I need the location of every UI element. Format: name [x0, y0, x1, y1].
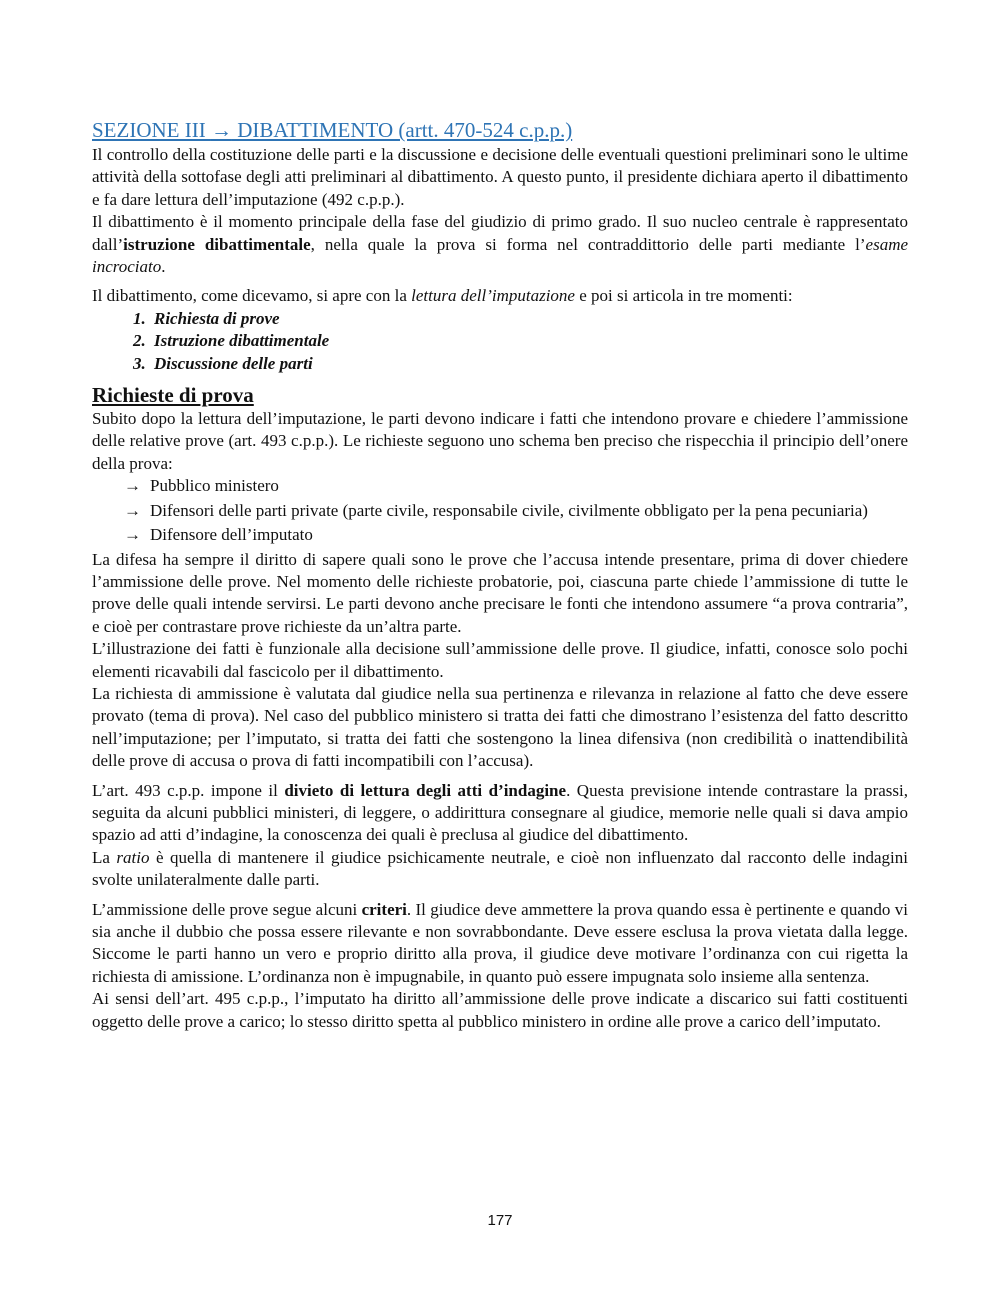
order-list — [92, 475, 908, 546]
list-item: → Difensori delle parti private (parte civile, responsabile civile, civilmente obbligato per la pena pecuniaria) — [124, 500, 908, 522]
list-item: → Difensore dell’imputato — [124, 524, 908, 546]
italic-term: lettura dell’imputazione — [411, 286, 575, 306]
bold-term: criteri — [361, 899, 407, 919]
list-item: 2. Istruzione dibattimentale — [150, 330, 908, 352]
paragraph-11: Ai sensi dell’art. 495 c.p.p., l’imputato ha diritto all’ammissione delle prove indicate a discarico sui fatti costituenti oggetto delle prove a carico; lo stesso diritto spetta al pubblico ministero in ordine alle prove a carico dell’imputato. — [92, 989, 908, 1031]
bold-term: divieto di lettura degli atti d’indagine — [284, 780, 567, 800]
section-title-prefix: SEZIONE III — [92, 118, 211, 142]
list-item: → Pubblico ministero — [124, 475, 908, 497]
section-title[interactable] — [92, 117, 908, 143]
paragraph-8: L’art. 493 c.p.p. impone il divieto di lettura degli atti d’indagine. Questa previsione intende contrastare la prassi, seguita da alcuni pubblici ministeri, di leggere, o addirittura consegnare al giudice, memorie nelle quali si dava ampio spazio ad atti d’indagine, la conoscenza dei quali è preclusa al giudice del dibattimento. — [92, 780, 908, 845]
italic-term: esame incrociato — [92, 234, 909, 277]
paragraph-10: L’ammissione delle prove segue alcuni criteri. Il giudice deve ammettere la prova quando essa è pertinente e quando vi sia anche il dubbio che possa essere rilevante e non sovrabbondante. Deve essere esclusa la prova vietata dalla legge. Siccome le parti hanno un vero e proprio diritto alla prova, il giudice deve motivare l’ordinanza con cui rigetta la richiesta di amissione. L’ordinanza non è impugnabile, in quanto può essere impugnata solo insieme alla sentenza. — [92, 899, 908, 986]
paragraph-6: L’illustrazione dei fatti è funzionale alla decisione sull’ammissione delle prove. Il giudice, infatti, conosce solo pochi elementi ricavabili dal fascicolo per il dibattimento. — [92, 639, 908, 681]
right-arrow-icon: → — [124, 525, 141, 545]
page-number: 177 — [487, 1212, 513, 1229]
paragraph-5: La difesa ha sempre il diritto di sapere quali sono le prove che l’accusa intende presentare, prima di dover chiedere l’ammissione delle prove. Nel momento delle richieste probatorie, poi, ciascuna parte chiede l’ammissione di tutte le prove delle quali intende servirsi. Le parti devono anche precisare le fonti che intendono assumere “a prova contraria”, e cioè per contrastare prove richieste da un’altra parte. — [92, 549, 908, 636]
section-title-suffix: DIBATTIMENTO (artt. 470-524 c.p.p.) — [231, 118, 573, 142]
paragraph-4: Subito dopo la lettura dell’imputazione, le parti devono indicare i fatti che intendono provare e chiedere l’ammissione delle relative prove (art. 493 c.p.p.). Le richieste seguono uno schema ben preciso che rispecchia il principio dell’onere della prova: — [92, 409, 908, 473]
paragraph-9: La ratio è quella di mantenere il giudice psichicamente neutrale, e cioè non influenzato dal racconto delle indagini svolte unilateralmente dalle parti. — [92, 847, 908, 890]
list-item: 1. Richiesta di prove — [150, 308, 908, 330]
paragraph-3: Il dibattimento, come dicevamo, si apre con la lettura dell’imputazione e poi si articola in tre momenti: — [92, 286, 793, 306]
list-item: 3. Discussione delle parti — [150, 353, 908, 375]
paragraph-1: Il controllo della costituzione delle parti e la discussione e decisione delle eventuali questioni preliminari sono le ultime attività della sottofase degli atti preliminari al dibattimento. A questo punto, il presidente dichiara aperto il dibattimento e fa dare lettura dell’imputazione (492 c.p.p.). — [92, 145, 908, 209]
right-arrow-icon: → — [124, 500, 141, 520]
moments-list — [92, 308, 908, 375]
document-page — [92, 117, 908, 1033]
bold-term: istruzione dibattimentale — [123, 234, 311, 254]
paragraph-2: Il dibattimento è il momento principale della fase del giudizio di primo grado. Il suo nucleo centrale è rappresentato dall’istruzione dibattimentale, nella quale la prova si forma nel contraddittorio delle parti mediante l’esame incrociato. — [92, 212, 909, 277]
subsection-title: Richieste di prova — [92, 383, 254, 408]
paragraph-7: La richiesta di ammissione è valutata dal giudice nella sua pertinenza e rilevanza in relazione al fatto che deve essere provato (tema di prova). Nel caso del pubblico ministero si tratta dei fatti che dimostrano l’esistenza del fatto descritto nell’imputazione; per l’imputato, si tratta dei fatti che sostengono la linea difensiva (non credibilità o inattendibilità delle prove di accusa o prova di fatti incompatibili con l’accusa). — [92, 683, 908, 771]
italic-term: ratio — [116, 847, 150, 867]
right-arrow-icon: → — [210, 118, 232, 142]
right-arrow-icon: → — [124, 476, 141, 496]
